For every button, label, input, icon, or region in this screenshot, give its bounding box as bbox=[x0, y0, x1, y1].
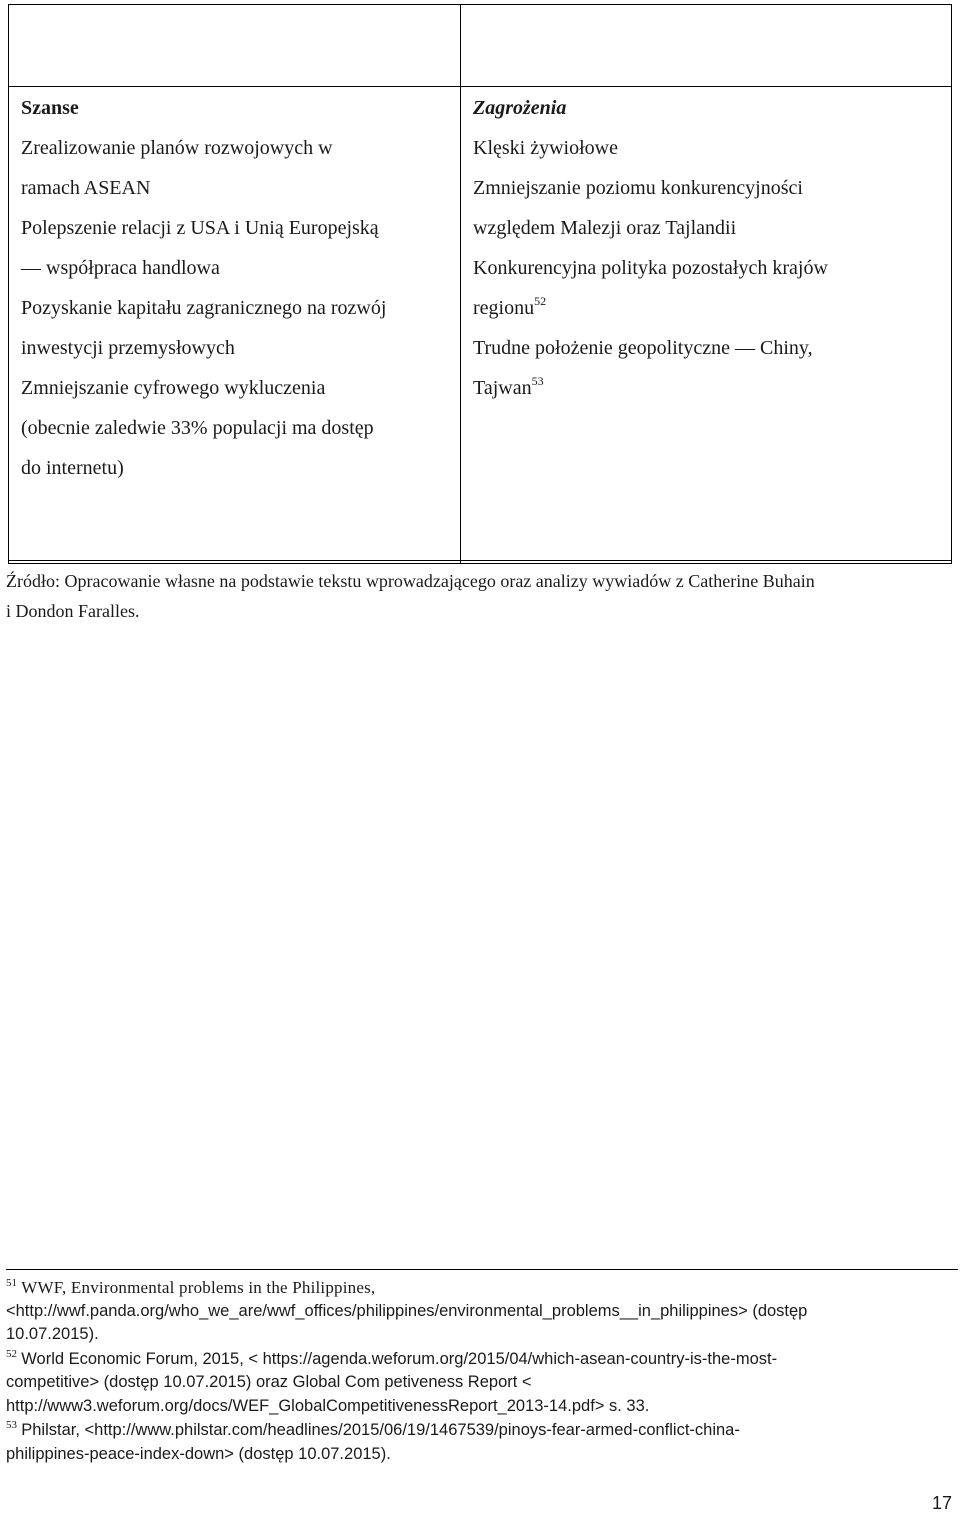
source-line: i Dondon Faralles. bbox=[6, 601, 140, 621]
column-divider bbox=[460, 5, 461, 563]
threat-text: Tajwan bbox=[473, 377, 532, 399]
footnote-link[interactable]: Philstar, <http://www.philstar.com/headlines/2015/06/19/1467539/pinoys-fear-armed-conflict-china- bbox=[21, 1421, 740, 1439]
threats-cell bbox=[473, 88, 943, 408]
footnote-number: 52 bbox=[6, 1347, 17, 1360]
footnote-text: 10.07.2015). bbox=[6, 1325, 99, 1343]
source-line: Źródło: Opracowanie własne na podstawie tekstu wprowadzającego oraz analizy wywiadów z Catherine Buhain bbox=[6, 571, 815, 591]
footnote-text: competitive> (dostęp 10.07.2015) oraz Global Com petiveness Report < bbox=[6, 1373, 532, 1391]
footnote-53 bbox=[6, 1418, 956, 1443]
source-note bbox=[6, 566, 956, 626]
threat-text: regionu bbox=[473, 297, 535, 319]
footnote-ref-53[interactable]: 53 bbox=[531, 374, 544, 388]
threat-line: Trudne położenie geopolityczne — Chiny, bbox=[473, 337, 813, 359]
opportunity-line: ramach ASEAN bbox=[21, 177, 151, 199]
opportunity-line: inwestycji przemysłowych bbox=[21, 337, 235, 359]
threat-line bbox=[473, 288, 943, 328]
threat-line bbox=[473, 368, 943, 408]
threat-line: Klęski żywiołowe bbox=[473, 137, 618, 159]
opportunity-line: Zmniejszanie cyfrowego wykluczenia bbox=[21, 377, 326, 399]
threat-line: względem Malezji oraz Tajlandii bbox=[473, 217, 737, 239]
footnote-link[interactable]: http://www3.weforum.org/docs/WEF_GlobalCompetitivenessReport_2013-14.pdf> s. 33. bbox=[6, 1396, 650, 1415]
opportunity-line: Zrealizowanie planów rozwojowych w bbox=[21, 137, 333, 159]
footnote-text: WWF, Environmental problems in the Philippines, bbox=[21, 1278, 376, 1297]
footnote-link[interactable]: <http://wwf.panda.org/who_we_are/wwf_offices/philippines/environmental_problems__in_philippines> (dostęp bbox=[6, 1301, 808, 1320]
opportunity-line: do internetu) bbox=[21, 457, 124, 479]
row-divider bbox=[9, 86, 951, 87]
page-number: 17 bbox=[931, 1493, 952, 1513]
opportunities-heading: Szanse bbox=[21, 97, 79, 119]
opportunity-line: — współpraca handlowa bbox=[21, 257, 220, 279]
threat-line: Konkurencyjna polityka pozostałych krajów bbox=[473, 257, 828, 279]
footnote-ref-52[interactable]: 52 bbox=[534, 294, 547, 308]
footnote-51 bbox=[6, 1276, 956, 1300]
opportunity-line: (obecnie zaledwie 33% populacji ma dostęp bbox=[21, 417, 374, 439]
opportunity-line: Pozyskanie kapitału zagranicznego na rozwój bbox=[21, 297, 387, 319]
footnotes bbox=[6, 1276, 956, 1466]
threat-line: Zmniejszanie poziomu konkurencyjności bbox=[473, 177, 803, 199]
swot-table bbox=[8, 4, 952, 564]
footnote-link[interactable]: World Economic Forum, 2015, < https://agenda.weforum.org/2015/04/which-asean-country-is-the-most- bbox=[21, 1349, 778, 1368]
footnote-separator bbox=[6, 1269, 958, 1270]
footnote-text: philippines-peace-index-down> (dostęp 10.07.2015). bbox=[6, 1444, 391, 1463]
footnote-number: 51 bbox=[6, 1277, 17, 1289]
table-bottom-rule bbox=[9, 560, 951, 561]
opportunity-line: Polepszenie relacji z USA i Unią Europejską bbox=[21, 217, 379, 239]
footnote-52 bbox=[6, 1347, 956, 1372]
threats-heading: Zagrożenia bbox=[473, 97, 567, 119]
opportunities-cell bbox=[21, 88, 451, 488]
footnote-number: 53 bbox=[6, 1419, 17, 1431]
